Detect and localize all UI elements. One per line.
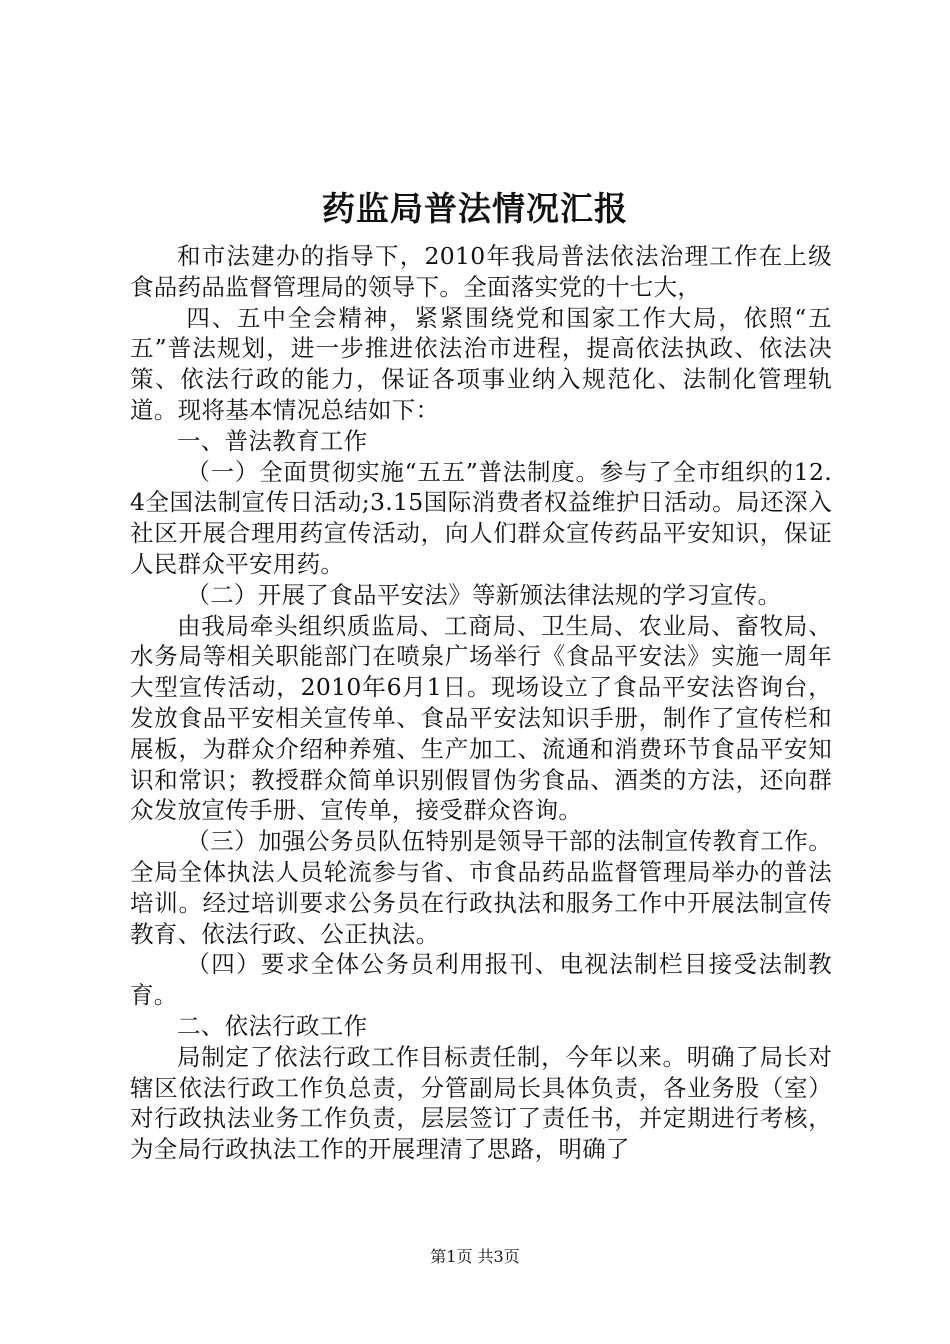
paragraph: 由我局牵头组织质监局、工商局、卫生局、农业局、畜牧局、水务局等相关职能部门在喷泉广场举行《食品平安法》实施一周年大型宣传活动，2010年6月1日。现场设立了食品平安法咨询台，发放食品平安相关宣传单、食品平安法知识手册，制作了宣传栏和展板，为群众介绍种养殖、生产加工、流通和消费环节食品平安知识和常识；教授群众简单识别假冒伪劣食品、酒类的方法，还向群众发放宣传手册、宣传单，接受群众咨询。: [130, 611, 832, 825]
paragraph: 和市法建办的指导下，2010年我局普法依法治理工作在上级食品药品监督管理局的领导下。全面落实党的十七大，: [130, 242, 832, 301]
paragraph: （四）要求全体公务员利用报刊、电视法制栏目接受法制教育。: [130, 950, 832, 1010]
paragraph: （三）加强公务员队伍特别是领导干部的法制宣传教育工作。全局全体执法人员轮流参与省、市食品药品监督管理局举办的普法培训。经过培训要求公务员在行政执法和服务工作中开展法制宣传教育、依法行政、公正执法。: [130, 827, 832, 948]
paragraph: 四、五中全会精神，紧紧围绕党和国家工作大局，依照“五五”普法规划，进一步推进依法治市进程，提高依法执政、依法决策、依法行政的能力，保证各项事业纳入规范化、法制化管理轨道。现将基本情况总结如下：: [130, 303, 832, 424]
paragraph: 局制定了依法行政工作目标责任制，今年以来。明确了局长对辖区依法行政工作负总责，分管副局长具体负责，各业务股（室）对行政执法业务工作负责，层层签订了责任书，并定期进行考核，为全局行政执法工作的开展理清了思路，明确了: [130, 1042, 832, 1164]
document-title: 药监局普法情况汇报: [322, 189, 628, 228]
section-heading: 一、普法教育工作: [177, 426, 368, 455]
paragraph: （二）开展了食品平安法》等新颁法律法规的学习宣传。: [186, 580, 782, 609]
document-body: [130, 241, 832, 1165]
section-heading: 二、依法行政工作: [177, 1011, 368, 1040]
paragraph: （一）全面贯彻实施“五五”普法制度。参与了全市组织的12.4全国法制宣传日活动;3.15国际消费者权益维护日活动。局还深入社区开展合理用药宣传活动，向人们群众宣传药品平安知识，保证人民群众平安用药。: [130, 457, 832, 578]
page-footer: 第1页 共3页: [430, 1247, 520, 1266]
